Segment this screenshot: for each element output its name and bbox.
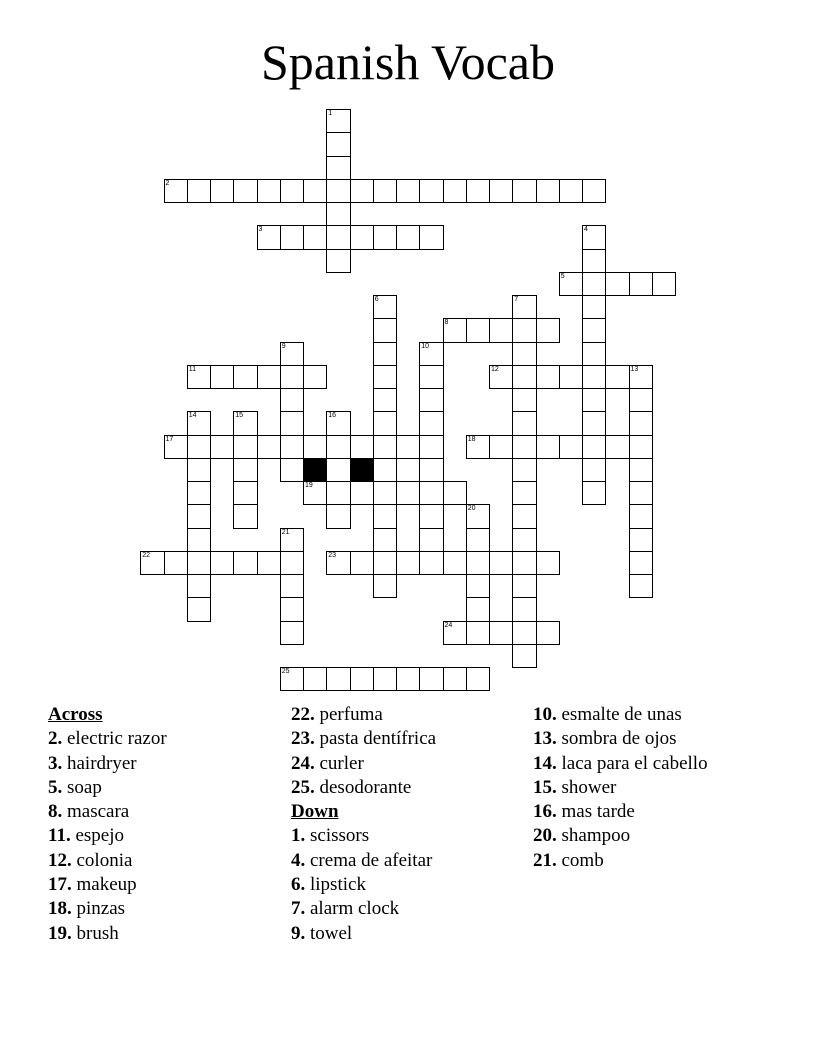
clue-text: alarm clock	[305, 898, 400, 920]
grid-cell[interactable]	[350, 179, 374, 203]
grid-cell[interactable]	[303, 225, 327, 249]
clue-number: 9.	[291, 922, 306, 944]
grid-cell[interactable]	[512, 504, 536, 528]
grid-cell[interactable]	[489, 365, 513, 389]
grid-cell[interactable]	[605, 365, 629, 389]
grid-cell[interactable]	[536, 365, 560, 389]
grid-cell[interactable]	[303, 481, 327, 505]
clue-number: 15.	[533, 776, 557, 798]
clue-number: 16.	[533, 801, 557, 823]
grid-cell[interactable]	[582, 481, 606, 505]
grid-cell[interactable]	[187, 435, 211, 459]
clue-text: crema de afeitar	[305, 849, 433, 871]
grid-cell[interactable]	[280, 435, 304, 459]
grid-cell[interactable]	[326, 481, 350, 505]
grid-cell[interactable]	[629, 272, 653, 296]
grid-cell[interactable]	[210, 551, 234, 575]
grid-cell[interactable]	[164, 551, 188, 575]
grid-cell[interactable]	[512, 644, 536, 668]
down-clue	[533, 849, 743, 873]
down-clue	[533, 800, 743, 824]
clue-number: 7	[514, 296, 519, 303]
grid-cell[interactable]	[629, 481, 653, 505]
grid-cell[interactable]	[373, 179, 397, 203]
down-clue	[533, 824, 743, 848]
clue-number: 19	[305, 482, 313, 489]
grid-cell[interactable]	[280, 342, 304, 366]
grid-cell[interactable]	[512, 388, 536, 412]
grid-cell[interactable]	[187, 574, 211, 598]
grid-cell[interactable]	[373, 481, 397, 505]
grid-cell[interactable]	[257, 365, 281, 389]
across-clue	[48, 824, 278, 848]
clue-number: 18	[467, 435, 476, 443]
clue-column-1	[48, 703, 278, 946]
grid-cell[interactable]	[187, 365, 211, 389]
clue-number: 23	[328, 551, 337, 559]
grid-cell[interactable]	[419, 179, 443, 203]
grid-cell[interactable]	[187, 411, 211, 435]
grid-cell[interactable]	[419, 528, 443, 552]
grid-cell[interactable]	[373, 365, 397, 389]
grid-cell[interactable]	[582, 435, 606, 459]
grid-cell[interactable]	[512, 365, 536, 389]
grid-cell[interactable]	[187, 179, 211, 203]
grid-cell[interactable]	[326, 551, 350, 575]
grid-cell[interactable]	[326, 411, 350, 435]
grid-cell[interactable]	[326, 179, 350, 203]
grid-cell[interactable]	[280, 528, 304, 552]
grid-cell[interactable]	[419, 481, 443, 505]
grid-cell[interactable]	[536, 435, 560, 459]
grid-cell[interactable]	[396, 481, 420, 505]
grid-cell[interactable]	[629, 574, 653, 598]
across-clue	[48, 727, 278, 751]
clue-number: 4	[584, 226, 588, 234]
grid-cell[interactable]	[466, 504, 490, 528]
grid-cell[interactable]	[280, 551, 304, 575]
grid-cell[interactable]	[326, 202, 350, 226]
grid-cell[interactable]	[466, 179, 490, 203]
clue-text: mascara	[62, 801, 130, 823]
down-clue	[291, 922, 521, 946]
grid-cell[interactable]	[582, 225, 606, 249]
grid-cell[interactable]	[582, 318, 606, 342]
clue-number: 7.	[291, 898, 306, 920]
grid-cell[interactable]	[443, 667, 467, 691]
grid-cell[interactable]	[350, 551, 374, 575]
grid-cell[interactable]	[512, 481, 536, 505]
down-clue	[533, 727, 743, 751]
grid-cell[interactable]	[419, 551, 443, 575]
grid-cell[interactable]	[629, 551, 653, 575]
grid-cell[interactable]	[140, 551, 164, 575]
grid-cell[interactable]	[257, 225, 281, 249]
grid-cell[interactable]	[489, 318, 513, 342]
clue-number: 16	[328, 412, 337, 420]
clue-number: 20.	[533, 825, 557, 847]
clue-number: 19.	[48, 922, 72, 944]
down-heading: Down	[291, 801, 339, 823]
grid-cell[interactable]	[466, 667, 490, 691]
grid-cell[interactable]	[489, 621, 513, 645]
grid-cell[interactable]	[443, 551, 467, 575]
grid-cell[interactable]	[559, 365, 583, 389]
grid-cell[interactable]	[466, 597, 490, 621]
clue-text: sombra de ojos	[556, 728, 677, 750]
grid-cell[interactable]	[164, 435, 188, 459]
clue-text: lipstick	[305, 874, 366, 896]
grid-cell[interactable]	[233, 504, 257, 528]
grid-cell[interactable]	[629, 365, 653, 389]
clue-text: shampoo	[556, 825, 631, 847]
clue-text: pinzas	[71, 898, 126, 920]
grid-cell[interactable]	[303, 365, 327, 389]
grid-cell[interactable]	[326, 249, 350, 273]
down-clue	[533, 776, 743, 800]
clue-text: hairdryer	[62, 752, 137, 774]
grid-cell[interactable]	[512, 295, 536, 319]
grid-cell[interactable]	[512, 621, 536, 645]
grid-cell[interactable]	[187, 528, 211, 552]
across-clue	[291, 703, 521, 727]
grid-cell[interactable]	[629, 458, 653, 482]
grid-cell[interactable]	[559, 435, 583, 459]
grid-cell[interactable]	[396, 551, 420, 575]
clue-number: 5	[560, 272, 565, 280]
grid-cell[interactable]	[350, 435, 374, 459]
grid-cell[interactable]	[373, 435, 397, 459]
grid-cell[interactable]	[466, 528, 490, 552]
clue-text: brush	[71, 922, 119, 944]
clue-number: 9	[281, 342, 286, 350]
clue-number: 13	[630, 365, 639, 373]
grid-cell[interactable]	[326, 667, 350, 691]
grid-cell[interactable]	[443, 318, 467, 342]
clue-text: laca para el cabello	[556, 752, 708, 774]
grid-cell[interactable]	[280, 225, 304, 249]
grid-cell[interactable]	[419, 435, 443, 459]
grid-cell[interactable]	[396, 179, 420, 203]
grid-cell[interactable]	[582, 458, 606, 482]
grid-cell[interactable]	[280, 574, 304, 598]
clue-number: 1	[328, 110, 333, 117]
clue-number: 8.	[48, 801, 63, 823]
grid-cell[interactable]	[187, 597, 211, 621]
clue-text: comb	[556, 849, 604, 871]
across-heading: Across	[48, 704, 103, 725]
grid-cell[interactable]	[629, 388, 653, 412]
grid-cell[interactable]	[326, 435, 350, 459]
clue-number: 22.	[291, 704, 315, 725]
clue-number: 6	[374, 296, 379, 303]
grid-cell[interactable]	[187, 481, 211, 505]
across-clue	[48, 922, 278, 946]
grid-cell[interactable]	[512, 574, 536, 598]
grid-cell[interactable]	[233, 179, 257, 203]
grid-cell[interactable]	[280, 179, 304, 203]
clue-text: curler	[314, 752, 364, 774]
grid-cell[interactable]	[582, 365, 606, 389]
clue-number: 17	[165, 435, 174, 443]
grid-cell[interactable]	[443, 481, 467, 505]
down-clue	[291, 873, 521, 897]
grid-cell[interactable]	[233, 435, 257, 459]
grid-cell[interactable]	[582, 411, 606, 435]
grid-cell[interactable]	[233, 365, 257, 389]
clue-number: 18.	[48, 898, 72, 920]
clue-number: 2.	[48, 728, 63, 750]
clue-number: 12.	[48, 849, 72, 871]
clue-text: esmalte de unas	[556, 704, 682, 725]
grid-cell[interactable]	[419, 388, 443, 412]
grid-cell[interactable]	[512, 411, 536, 435]
grid-cell[interactable]	[233, 481, 257, 505]
grid-cell[interactable]	[350, 667, 374, 691]
clue-number: 6.	[291, 874, 306, 896]
grid-cell[interactable]	[629, 528, 653, 552]
grid-cell[interactable]	[512, 528, 536, 552]
grid-cell[interactable]	[536, 179, 560, 203]
grid-cell[interactable]	[582, 272, 606, 296]
clue-text: makeup	[71, 874, 137, 896]
clue-text: soap	[62, 776, 102, 798]
across-clue	[48, 752, 278, 776]
clue-text: mas tarde	[556, 801, 635, 823]
grid-cell[interactable]	[512, 458, 536, 482]
grid-cell[interactable]	[326, 458, 350, 482]
clue-number: 10	[421, 342, 430, 350]
clue-number: 11	[188, 365, 197, 373]
grid-cell[interactable]	[489, 179, 513, 203]
clue-number: 22	[142, 551, 151, 559]
grid-cell[interactable]	[629, 504, 653, 528]
puzzle-title: Spanish Vocab	[261, 34, 555, 90]
grid-cell[interactable]	[582, 249, 606, 273]
clue-column-2	[291, 703, 521, 946]
grid-cell[interactable]	[373, 504, 397, 528]
clue-number: 20	[467, 505, 476, 513]
across-clue	[48, 849, 278, 873]
grid-cell[interactable]	[373, 667, 397, 691]
grid-cell[interactable]	[629, 435, 653, 459]
grid-cell[interactable]	[582, 295, 606, 319]
grid-cell[interactable]	[512, 318, 536, 342]
clue-number: 24	[444, 621, 453, 629]
grid-cell[interactable]	[373, 528, 397, 552]
grid-cell[interactable]	[373, 295, 397, 319]
grid-cell[interactable]	[280, 365, 304, 389]
grid-cell[interactable]	[443, 621, 467, 645]
grid-cell[interactable]	[419, 667, 443, 691]
grid-cell[interactable]	[233, 458, 257, 482]
grid-cell[interactable]	[350, 481, 374, 505]
grid-cell[interactable]	[280, 597, 304, 621]
grid-cell[interactable]	[187, 504, 211, 528]
clue-number: 17.	[48, 874, 72, 896]
grid-cell[interactable]	[466, 435, 490, 459]
grid-cell[interactable]	[187, 458, 211, 482]
grid-cell[interactable]	[466, 318, 490, 342]
grid-cell[interactable]	[512, 342, 536, 366]
grid-cell[interactable]	[326, 109, 350, 133]
clue-text: espejo	[70, 825, 124, 847]
grid-cell[interactable]	[652, 272, 676, 296]
grid-cell[interactable]	[303, 179, 327, 203]
down-clue	[533, 752, 743, 776]
grid-cell[interactable]	[536, 621, 560, 645]
grid-cell[interactable]	[326, 504, 350, 528]
clue-number: 2	[165, 179, 170, 187]
grid-cell[interactable]	[210, 435, 234, 459]
grid-cell[interactable]	[210, 365, 234, 389]
clue-text: colonia	[71, 849, 133, 871]
down-clue	[291, 849, 521, 873]
grid-cell[interactable]	[280, 621, 304, 645]
grid-cell[interactable]	[419, 365, 443, 389]
clue-number: 21	[281, 528, 290, 536]
grid-cell[interactable]	[419, 458, 443, 482]
clue-text: desodorante	[314, 776, 412, 798]
clue-text: scissors	[305, 825, 370, 847]
grid-cell[interactable]	[257, 551, 281, 575]
grid-cell[interactable]	[419, 342, 443, 366]
grid-cell[interactable]	[582, 342, 606, 366]
clue-number: 3.	[48, 752, 63, 774]
grid-cell[interactable]	[373, 574, 397, 598]
grid-cell[interactable]	[373, 411, 397, 435]
clue-text: perfuma	[314, 704, 383, 725]
clue-number: 3	[258, 226, 263, 234]
grid-cell[interactable]	[512, 551, 536, 575]
grid-cell[interactable]	[466, 574, 490, 598]
grid-cell[interactable]	[303, 667, 327, 691]
clue-text: pasta dentífrica	[314, 728, 437, 750]
clue-number: 24.	[291, 752, 315, 774]
black-square	[303, 458, 327, 482]
clue-number: 8	[444, 319, 449, 327]
grid-cell[interactable]	[629, 411, 653, 435]
grid-cell[interactable]	[582, 388, 606, 412]
grid-cell[interactable]	[373, 458, 397, 482]
grid-cell[interactable]	[396, 225, 420, 249]
grid-cell[interactable]	[280, 667, 304, 691]
grid-cell[interactable]	[280, 411, 304, 435]
grid-cell[interactable]	[373, 318, 397, 342]
grid-cell[interactable]	[559, 272, 583, 296]
grid-cell[interactable]	[466, 551, 490, 575]
grid-cell[interactable]	[280, 458, 304, 482]
grid-cell[interactable]	[512, 179, 536, 203]
grid-cell[interactable]	[489, 551, 513, 575]
clue-column-3	[533, 703, 743, 873]
clue-number: 25.	[291, 776, 315, 798]
grid-cell[interactable]	[373, 342, 397, 366]
clue-number: 14	[188, 412, 197, 420]
grid-cell[interactable]	[512, 435, 536, 459]
grid-cell[interactable]	[326, 156, 350, 180]
down-clue	[533, 703, 743, 727]
clue-text: shower	[556, 776, 617, 798]
clue-number: 14.	[533, 752, 557, 774]
clue-number: 25	[281, 668, 290, 675]
grid-cell[interactable]	[605, 435, 629, 459]
across-clue	[48, 800, 278, 824]
black-square	[350, 458, 374, 482]
clue-number: 12	[491, 365, 499, 373]
grid-cell[interactable]	[489, 435, 513, 459]
clue-number: 21.	[533, 849, 557, 871]
grid-cell[interactable]	[443, 179, 467, 203]
grid-cell[interactable]	[326, 132, 350, 156]
grid-cell[interactable]	[233, 551, 257, 575]
grid-cell[interactable]	[559, 179, 583, 203]
across-clue	[291, 727, 521, 751]
clue-number: 10.	[533, 704, 557, 725]
clue-number: 15	[235, 412, 244, 420]
clue-number: 23.	[291, 728, 315, 750]
clue-number: 11.	[48, 825, 71, 847]
grid-cell[interactable]	[303, 435, 327, 459]
grid-cell[interactable]	[187, 551, 211, 575]
down-clue	[291, 824, 521, 848]
grid-cell[interactable]	[419, 411, 443, 435]
grid-cell[interactable]	[257, 435, 281, 459]
across-clue	[48, 873, 278, 897]
grid-cell[interactable]	[396, 435, 420, 459]
grid-cell[interactable]	[373, 551, 397, 575]
grid-cell[interactable]	[233, 411, 257, 435]
grid-cell[interactable]	[536, 551, 560, 575]
grid-cell[interactable]	[257, 179, 281, 203]
down-clue	[291, 897, 521, 921]
grid-cell[interactable]	[164, 179, 188, 203]
clue-text: towel	[305, 922, 353, 944]
grid-cell[interactable]	[536, 318, 560, 342]
across-clue	[291, 776, 521, 800]
grid-cell[interactable]	[326, 225, 350, 249]
grid-cell[interactable]	[280, 388, 304, 412]
grid-cell[interactable]	[512, 597, 536, 621]
grid-cell[interactable]	[396, 667, 420, 691]
grid-cell[interactable]	[419, 504, 443, 528]
grid-cell[interactable]	[582, 179, 606, 203]
grid-cell[interactable]	[373, 388, 397, 412]
clue-number: 5.	[48, 776, 63, 798]
clue-number: 4.	[291, 849, 306, 871]
grid-cell[interactable]	[466, 621, 490, 645]
grid-cell[interactable]	[419, 225, 443, 249]
clue-number: 13.	[533, 728, 557, 750]
grid-cell[interactable]	[210, 179, 234, 203]
across-clue	[291, 752, 521, 776]
across-clue	[48, 897, 278, 921]
clue-text: electric razor	[62, 728, 167, 750]
across-clue	[48, 776, 278, 800]
grid-cell[interactable]	[350, 225, 374, 249]
grid-cell[interactable]	[373, 225, 397, 249]
grid-cell[interactable]	[605, 272, 629, 296]
clue-number: 1.	[291, 825, 306, 847]
